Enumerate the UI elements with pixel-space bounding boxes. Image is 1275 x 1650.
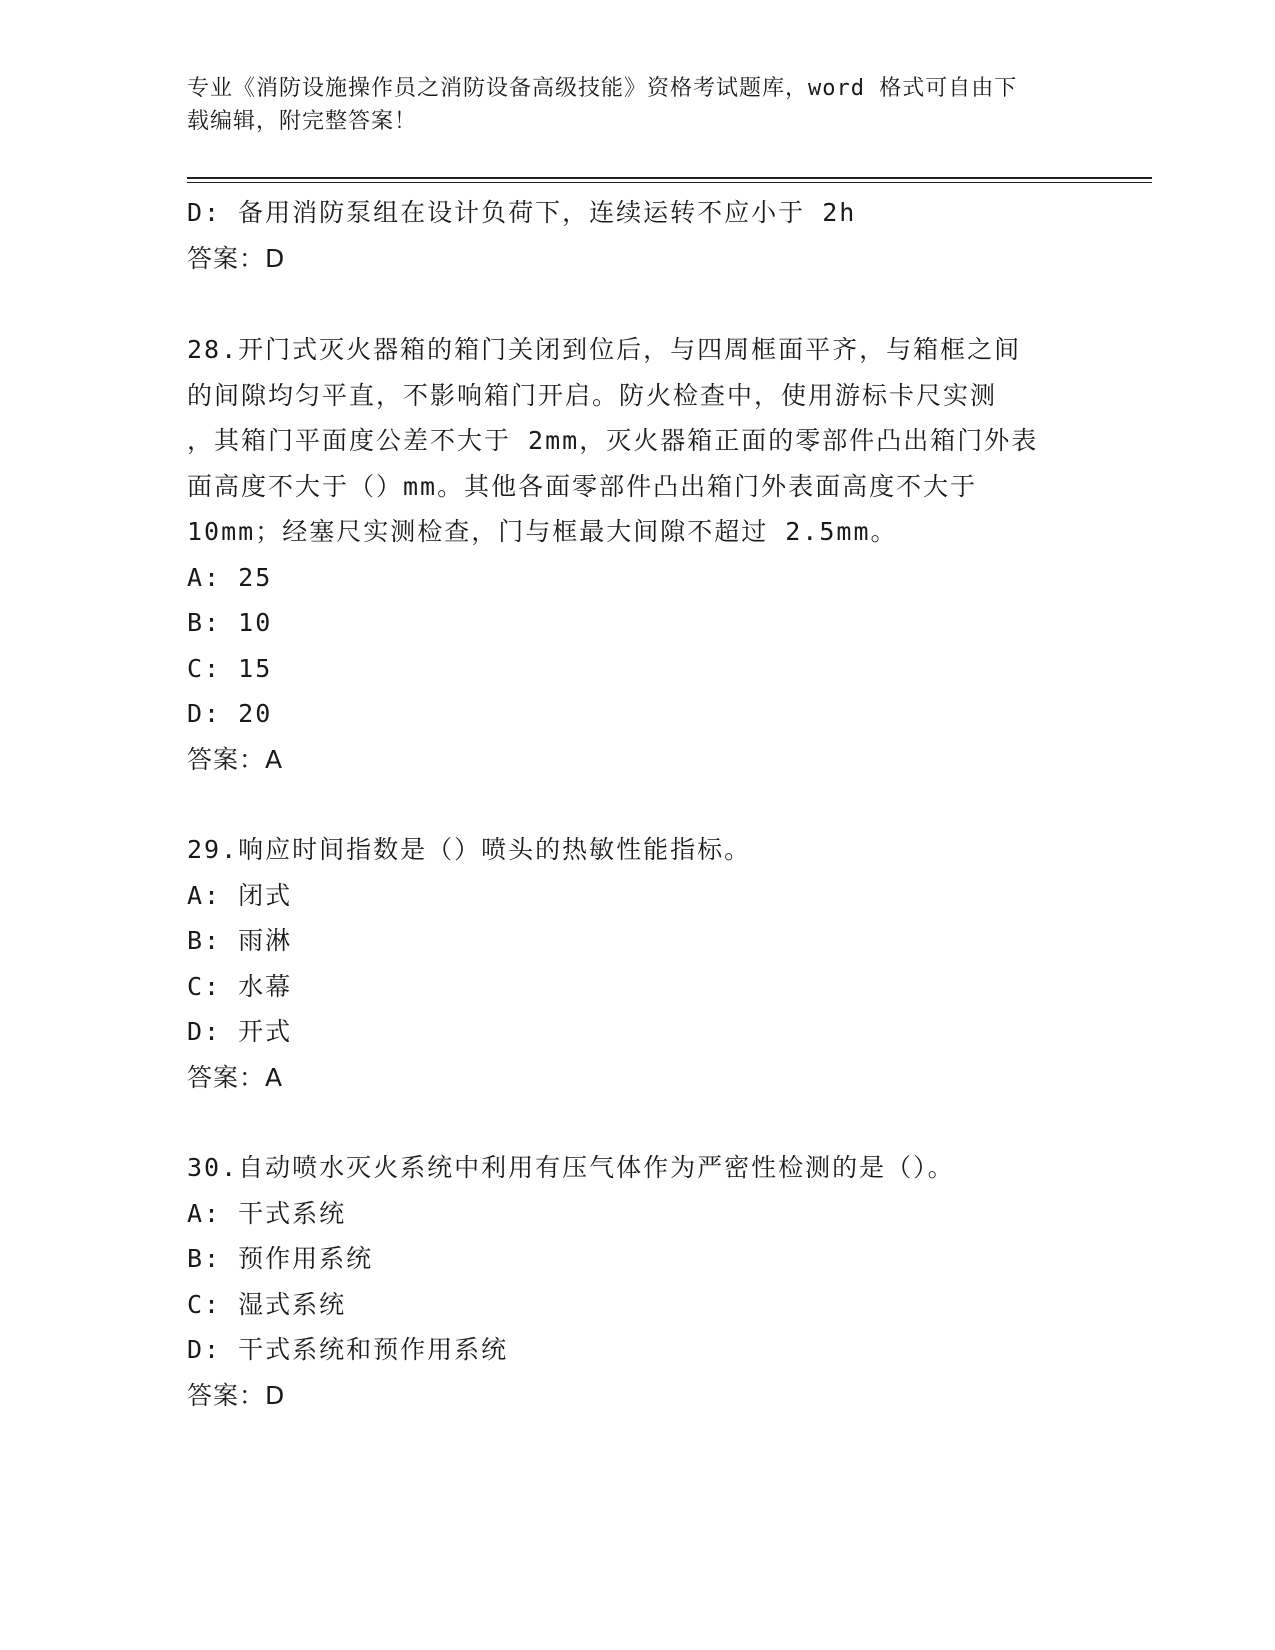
option-d: D: 备用消防泵组在设计负荷下，连续运转不应小于 2h (187, 198, 857, 227)
option-c: C: 湿式系统 (187, 1289, 347, 1319)
spacer (187, 782, 1087, 827)
option-d: D: 干式系统和预作用系统 (187, 1335, 509, 1364)
answer-line: 答案：A (187, 1062, 284, 1092)
answer-line: 答案：D (187, 243, 286, 273)
option-c: C: 水幕 (187, 971, 293, 1001)
option-a: A: 干式系统 (187, 1198, 347, 1228)
question-content (187, 190, 1087, 1418)
header-line-1: 专业《消防设施操作员之消防设备高级技能》资格考试题库，word 格式可自由下 (187, 76, 1018, 101)
question-stem-line: 28.开门式灭火器箱的箱门关闭到位后，与四周框面平齐，与箱框之间 (187, 335, 1022, 364)
header-rule-thick (187, 177, 1152, 179)
answer-line: 答案：A (187, 744, 284, 774)
previous-question-tail (187, 190, 1087, 281)
question-29 (187, 827, 1087, 1100)
question-stem-line: 30.自动喷水灭火系统中利用有压气体作为严密性检测的是（）。 (187, 1153, 955, 1182)
option-b: B: 雨淋 (187, 926, 293, 955)
question-stem-line: 的间隙均匀平直，不影响箱门开启。防火检查中，使用游标卡尺实测 (187, 380, 998, 410)
option-b: B: 预作用系统 (187, 1244, 374, 1273)
header-line-2: 载编辑，附完整答案！ (187, 109, 418, 134)
page-header (187, 72, 1087, 138)
option-a: A: 25 (187, 562, 273, 592)
question-stem-line: ，其箱门平面度公差不大于 2mm，灭火器箱正面的零部件凸出箱门外表 (187, 426, 1039, 455)
spacer (187, 281, 1087, 327)
question-28 (187, 327, 1087, 782)
answer-line: 答案：D (187, 1380, 286, 1410)
option-b: B: 10 (187, 608, 273, 637)
header-rule-thin (187, 182, 1152, 183)
option-a: A: 闭式 (187, 880, 293, 910)
option-d: D: 开式 (187, 1017, 293, 1046)
option-c: C: 15 (187, 653, 273, 683)
question-30 (187, 1145, 1087, 1418)
option-d: D: 20 (187, 699, 273, 728)
spacer (187, 1100, 1087, 1145)
question-stem-line: 29.响应时间指数是（）喷头的热敏性能指标。 (187, 835, 752, 864)
question-stem-line: 面高度不大于（）mm。其他各面零部件凸出箱门外表面高度不大于 (187, 471, 978, 501)
question-stem-line: 10mm；经塞尺实测检查，门与框最大间隙不超过 2.5mm。 (187, 517, 898, 546)
